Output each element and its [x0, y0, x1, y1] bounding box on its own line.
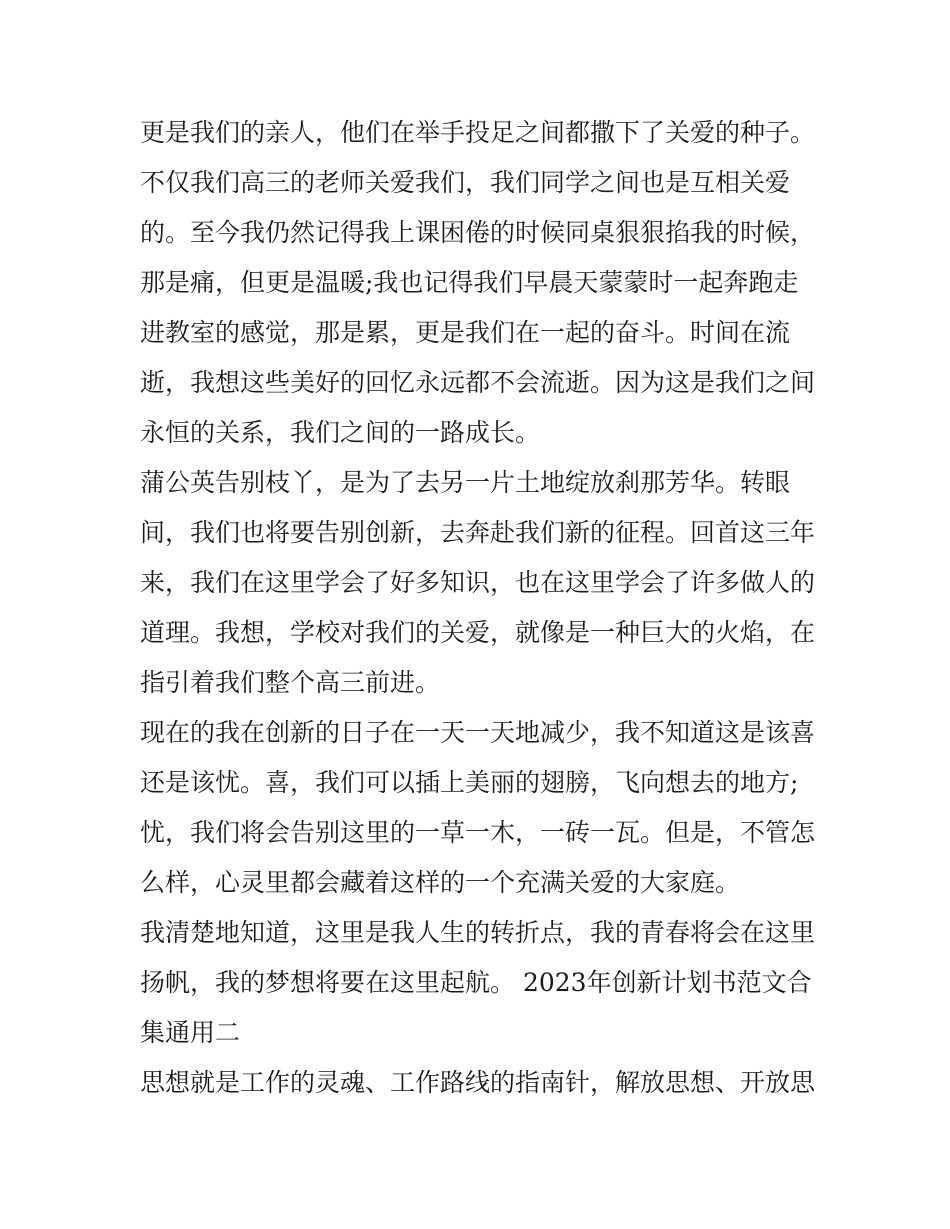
text-line: 道理。我想，学校对我们的关爱，就像是一种巨大的火焰，在 [140, 618, 816, 647]
text-line: 扬帆，我的梦想将要在这里起航。 2023年创新计划书范文合 [140, 968, 812, 997]
text-line: 么样，心灵里都会藏着这样的一个充满关爱的大家庭。 [140, 868, 741, 897]
text-line: 的。至今我仍然记得我上课困倦的时候同桌狠狠掐我的时候， [140, 218, 816, 247]
text-line: 蒲公英告别枝丫，是为了去另一片土地绽放刹那芳华。转眼 [140, 468, 791, 497]
body-text [140, 108, 830, 1108]
text-line: 进教室的感觉，那是累，更是我们在一起的奋斗。时间在流 [140, 318, 791, 347]
text-line: 集通用二 [140, 1018, 241, 1047]
text-line: 间，我们也将要告别创新，去奔赴我们新的征程。回首这三年 [140, 518, 816, 547]
text-line: 来，我们在这里学会了好多知识，也在这里学会了许多做人的 [140, 568, 816, 597]
text-line: 永恒的关系，我们之间的一路成长。 [140, 418, 541, 447]
text-line: 还是该忧。喜，我们可以插上美丽的翅膀，飞向想去的地方; [140, 768, 799, 797]
text-line: 忧，我们将会告别这里的一草一木，一砖一瓦。但是，不管怎 [140, 818, 816, 847]
text-line: 不仅我们高三的老师关爱我们，我们同学之间也是互相关爱 [140, 168, 791, 197]
text-line: 那是痛，但更是温暖;我也记得我们早晨天蒙蒙时一起奔跑走 [140, 268, 799, 297]
text-line: 思想就是工作的灵魂、工作路线的指南针，解放思想、开放思 [140, 1068, 816, 1097]
text-line: 我清楚地知道，这里是我人生的转折点，我的青春将会在这里 [140, 918, 816, 947]
text-line: 现在的我在创新的日子在一天一天地减少，我不知道这是该喜 [140, 718, 816, 747]
text-line: 更是我们的亲人，他们在举手投足之间都撒下了关爱的种子。 [140, 118, 816, 147]
text-line: 指引着我们整个高三前进。 [140, 668, 441, 697]
text-line: 逝，我想这些美好的回忆永远都不会流逝。因为这是我们之间 [140, 368, 816, 397]
